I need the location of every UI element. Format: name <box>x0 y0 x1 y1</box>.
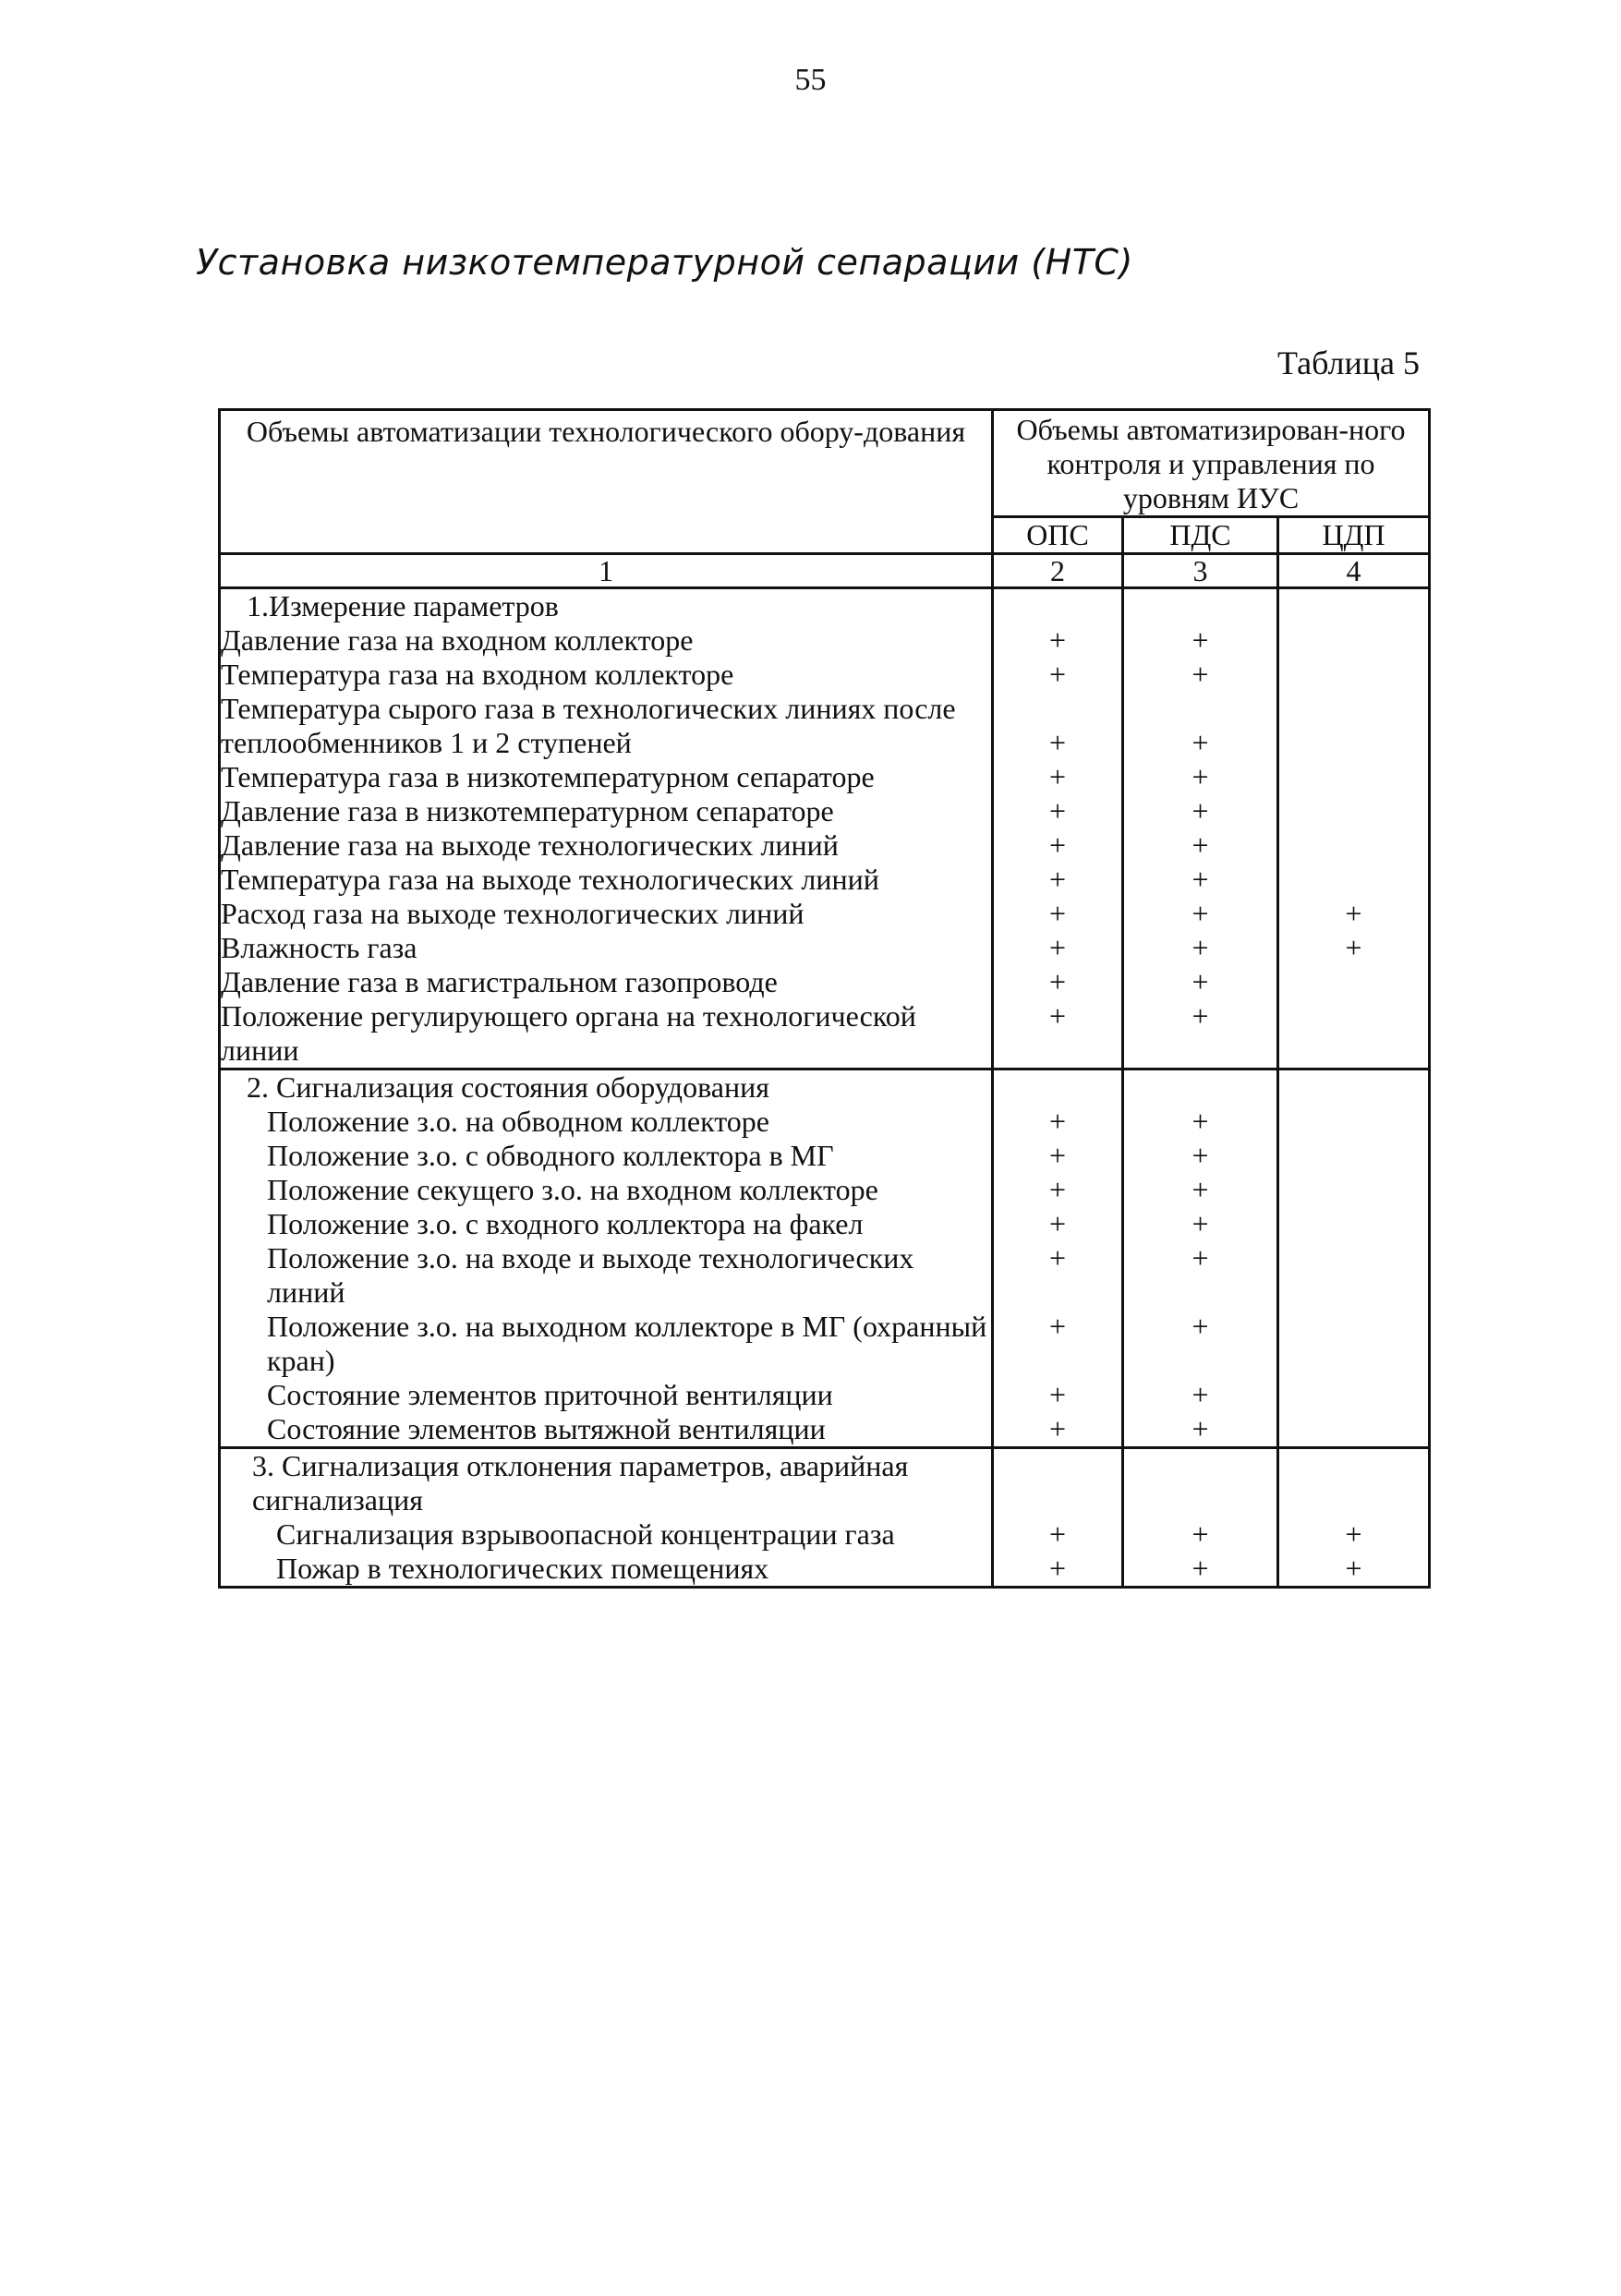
mark-ops: + <box>993 1412 1123 1448</box>
table-row <box>220 1173 1430 1207</box>
mark-cdp: + <box>1278 897 1430 931</box>
row-text: Положение з.о. с входного коллектора на факел <box>220 1207 993 1241</box>
mark-cdp <box>1278 1412 1430 1448</box>
mark-ops: + <box>993 1378 1123 1412</box>
mark-cdp <box>1278 658 1430 692</box>
subheader-ops: ОПС <box>993 517 1123 554</box>
mark-pds: + <box>1123 828 1278 863</box>
row-text: Температура газа на входном коллекторе <box>220 658 993 692</box>
header-col2-group: Объемы автоматизирован-ного контроля и управления по уровням ИУС <box>1016 413 1406 514</box>
mark-ops: + <box>993 760 1123 794</box>
section-title-row <box>220 1448 1430 1518</box>
header-col1-cell <box>220 410 993 554</box>
mark-cdp <box>1278 623 1430 658</box>
mark-pds: + <box>1123 1552 1278 1588</box>
table-row <box>220 692 1430 760</box>
mark-cdp <box>1278 1310 1430 1378</box>
section-title-row <box>220 588 1430 624</box>
table-row <box>220 623 1430 658</box>
row-text: Давление газа в низкотемпературном сепараторе <box>220 794 993 828</box>
table-row <box>220 1552 1430 1588</box>
mark-pds: + <box>1123 1378 1278 1412</box>
mark-ops: + <box>993 965 1123 999</box>
mark-pds: + <box>1123 658 1278 692</box>
mark-cdp <box>1278 692 1430 760</box>
section-title-3: 3. Сигнализация отклонения параметров, аварийная сигнализация <box>220 1448 993 1518</box>
section-title-row <box>220 1069 1430 1106</box>
mark-cdp <box>1278 863 1430 897</box>
table-row <box>220 1412 1430 1448</box>
mark-ops: + <box>993 1517 1123 1552</box>
header-col1: Объемы автоматизации технологического обору-дования <box>246 415 966 448</box>
section-title-1: 1.Измерение параметров <box>220 588 993 624</box>
row-text: Положение з.о. на входе и выходе технологических линий <box>220 1241 993 1310</box>
mark-cdp <box>1278 965 1430 999</box>
mark-pds: + <box>1123 1105 1278 1139</box>
mark-cdp <box>1278 760 1430 794</box>
mark-ops: + <box>993 1207 1123 1241</box>
mark-pds: + <box>1123 999 1278 1069</box>
column-number-1: 1 <box>220 554 993 588</box>
table-row <box>220 999 1430 1069</box>
mark-ops: + <box>993 1105 1123 1139</box>
column-number-4: 4 <box>1278 554 1430 588</box>
row-text: Положение з.о. на обводном коллекторе <box>220 1105 993 1139</box>
row-text: Положение з.о. на выходном коллекторе в МГ (охранный кран) <box>220 1310 993 1378</box>
mark-ops: + <box>993 1552 1123 1588</box>
mark-ops: + <box>993 1173 1123 1207</box>
row-text: Влажность газа <box>220 931 993 965</box>
section-title-2: 2. Сигнализация состояния оборудования <box>220 1069 993 1106</box>
row-text: Положение з.о. с обводного коллектора в МГ <box>220 1139 993 1173</box>
row-text: Температура сырого газа в технологических линиях после теплообменников 1 и 2 ступеней <box>220 692 993 760</box>
row-text: Расход газа на выходе технологических линий <box>220 897 993 931</box>
table-row <box>220 828 1430 863</box>
mark-ops: + <box>993 897 1123 931</box>
column-number-3: 3 <box>1123 554 1278 588</box>
mark-pds: + <box>1123 1412 1278 1448</box>
table-row <box>220 965 1430 999</box>
mark-pds: + <box>1123 1241 1278 1310</box>
table-row <box>220 897 1430 931</box>
mark-cdp <box>1278 1378 1430 1412</box>
mark-pds: + <box>1123 623 1278 658</box>
mark-pds: + <box>1123 760 1278 794</box>
mark-cdp: + <box>1278 1517 1430 1552</box>
mark-ops: + <box>993 1241 1123 1310</box>
table-row <box>220 1241 1430 1310</box>
mark-cdp <box>1278 1139 1430 1173</box>
mark-pds: + <box>1123 692 1278 760</box>
mark-pds: + <box>1123 1517 1278 1552</box>
mark-cdp <box>1278 1105 1430 1139</box>
mark-cdp: + <box>1278 931 1430 965</box>
mark-ops: + <box>993 658 1123 692</box>
header-col2-cell <box>993 410 1430 517</box>
row-text: Температура газа на выходе технологических линий <box>220 863 993 897</box>
mark-pds: + <box>1123 1173 1278 1207</box>
table-row <box>220 1207 1430 1241</box>
mark-cdp <box>1278 794 1430 828</box>
mark-ops: + <box>993 828 1123 863</box>
table-row <box>220 1139 1430 1173</box>
mark-pds: + <box>1123 863 1278 897</box>
page-number: 55 <box>794 63 827 97</box>
table-row <box>220 794 1430 828</box>
mark-ops: + <box>993 692 1123 760</box>
mark-cdp: + <box>1278 1552 1430 1588</box>
mark-ops: + <box>993 794 1123 828</box>
mark-pds: + <box>1123 931 1278 965</box>
mark-pds: + <box>1123 1207 1278 1241</box>
row-text: Температура газа в низкотемпературном сепараторе <box>220 760 993 794</box>
table-label: Таблица 5 <box>1277 344 1420 381</box>
row-text: Состояние элементов вытяжной вентиляции <box>220 1412 993 1448</box>
row-text: Положение секущего з.о. на входном коллекторе <box>220 1173 993 1207</box>
row-text: Давление газа в магистральном газопроводе <box>220 965 993 999</box>
mark-ops: + <box>993 863 1123 897</box>
header-row <box>220 410 1430 517</box>
table-row <box>220 931 1430 965</box>
mark-pds: + <box>1123 897 1278 931</box>
column-number-2: 2 <box>993 554 1123 588</box>
mark-pds: + <box>1123 965 1278 999</box>
mark-ops: + <box>993 623 1123 658</box>
mark-pds: + <box>1123 794 1278 828</box>
mark-ops: + <box>993 1310 1123 1378</box>
row-text: Пожар в технологических помещениях <box>220 1552 993 1588</box>
row-text: Давление газа на входном коллекторе <box>220 623 993 658</box>
section-title: Установка низкотемпературной сепарации (НТС) <box>196 242 1133 283</box>
mark-ops: + <box>993 931 1123 965</box>
row-text: Положение регулирующего органа на технологической линии <box>220 999 993 1069</box>
subheader-cdp: ЦДП <box>1278 517 1430 554</box>
table-row <box>220 1517 1430 1552</box>
column-numbers-row <box>220 554 1430 588</box>
table-row <box>220 760 1430 794</box>
mark-cdp <box>1278 1173 1430 1207</box>
mark-cdp <box>1278 828 1430 863</box>
table-row <box>220 1310 1430 1378</box>
table-row <box>220 658 1430 692</box>
mark-cdp <box>1278 999 1430 1069</box>
row-text: Давление газа на выходе технологических линий <box>220 828 993 863</box>
row-text: Сигнализация взрывоопасной концентрации газа <box>220 1517 993 1552</box>
automation-table <box>218 408 1431 1589</box>
subheader-pds: ПДС <box>1123 517 1278 554</box>
table-row <box>220 1378 1430 1412</box>
mark-ops: + <box>993 1139 1123 1173</box>
mark-pds: + <box>1123 1310 1278 1378</box>
mark-cdp <box>1278 1241 1430 1310</box>
mark-ops: + <box>993 999 1123 1069</box>
mark-pds: + <box>1123 1139 1278 1173</box>
table-row <box>220 863 1430 897</box>
table-row <box>220 1105 1430 1139</box>
mark-cdp <box>1278 1207 1430 1241</box>
row-text: Состояние элементов приточной вентиляции <box>220 1378 993 1412</box>
